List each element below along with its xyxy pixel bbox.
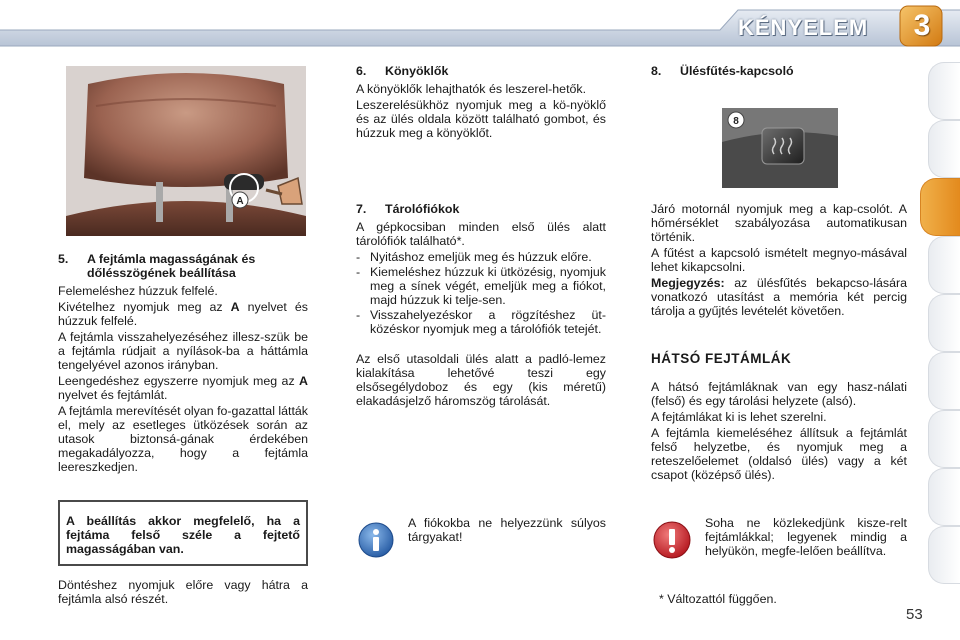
section-5-text-2: Kivételhez nyomjuk meg az A nyelvet és húzzuk felfelé. [58, 300, 308, 328]
page-header [0, 0, 960, 50]
stop-note [705, 516, 907, 560]
chapter-number-badge: 3 [913, 9, 931, 42]
seat-heating-switch-photo [722, 108, 838, 188]
section-8-heading [651, 64, 907, 78]
section-8-text-2: A fűtést a kapcsoló ismételt megnyo-másával lehet kikapcsolni. [651, 246, 907, 274]
section-5-text-1: Felemeléshez húzzuk felfelé. [58, 284, 218, 298]
section-6-title: Könyöklők [385, 64, 449, 78]
info-icon [358, 522, 394, 563]
photo-callout-8: 8 [733, 116, 739, 127]
rear-headrests-text-3: A fejtámla kiemeléséhez állítsuk a fejtámlát felső helyzetbe, és nyomjuk meg a reteszelőelemet (oldalsó ülés) vagy a két csapot (középső ülés). [651, 426, 907, 482]
section-8-text-1: Járó motornál nyomjuk meg a kap-csolót. A hőmérséklet szabályozása automatikusan történik. [651, 202, 907, 244]
chapter-tab-9[interactable] [928, 526, 960, 584]
section-7-text-1: A gépkocsiban minden első ülés alatt tárolófiók található*. [356, 220, 606, 248]
section-6 [356, 64, 606, 142]
section-5-text-3: A fejtámla visszahelyezéséhez illesz-szük be a fejtámla rúdjait a nyílások-ba a háttámla tengelyével azonos irányban. [58, 330, 308, 372]
footnote-text: * Változattól függően. [659, 592, 777, 606]
section-6-text-2: Leszerelésükhöz nyomjuk meg a kö-nyöklő és az ülés oldala között található gombot, és húzzuk meg a könyöklőt. [356, 98, 606, 140]
section-5-title: A fejtámla magasságának és dőlésszögének beállítása [87, 252, 256, 280]
headrest-photo [66, 66, 306, 236]
page-number: 53 [906, 606, 923, 623]
chapter-title: KÉNYELEM [738, 15, 869, 40]
rear-headrests-text-1: A hátsó fejtámláknak van egy hasz-nálati (felső) és egy tárolási helyzete (alsó). [651, 380, 907, 408]
stop-note-text: Soha ne közlekedjünk kisze-relt fejtámlákkal; legyenek mindig a helyükön, megfe-lelően beállítva. [705, 516, 907, 558]
rear-headrests-section [651, 352, 907, 484]
info-note-text: A fiókokba ne helyezzünk súlyos tárgyakat! [408, 516, 606, 544]
section-5-number: 5. [58, 252, 69, 266]
rear-headrests-heading: HÁTSÓ FEJTÁMLÁK [651, 351, 792, 366]
section-5 [58, 252, 308, 476]
info-note [408, 516, 606, 546]
chapter-tab-1[interactable] [928, 62, 960, 120]
section-5-text-4: Leengedéshez egyszerre nyomjuk meg az A nyelvet és fejtámlát. [58, 374, 308, 402]
chapter-tab-3-active[interactable] [920, 178, 960, 236]
section-6-number: 6. [356, 64, 367, 78]
footnote [651, 592, 907, 608]
chapter-tab-7[interactable] [928, 410, 960, 468]
section-7 [356, 202, 606, 410]
section-7-title: Tárolófiókok [385, 202, 460, 216]
section-7-text-2: Az első utasoldali ülés alatt a padló-lemez kialakítása lehetővé teszi egy elsősegélydoboz és egy (kis méretű) elakadásjelző háromszög tárolását. [356, 352, 606, 408]
photo-callout-a: A [236, 196, 244, 207]
stop-warning-icon [652, 520, 692, 565]
chapter-tab-6[interactable] [928, 352, 960, 410]
list-item: - Nyitáshoz emeljük meg és húzzuk előre. [356, 250, 592, 264]
headrest-adjustment-note-box: A beállítás akkor megfelelő, ha a fejtáma felső széle a fejtető magasságában van. [58, 500, 308, 566]
chapter-tab-2[interactable] [928, 120, 960, 178]
list-item: - Visszahelyezéskor a rögzítéshez üt-közéskor nyomjuk meg a tárolófiók tetejét. [356, 308, 606, 336]
rear-headrests-text-2: A fejtámlákat ki is lehet szerelni. [651, 410, 827, 424]
list-item: - Kiemeléshez húzzuk ki ütközésig, nyomjuk meg a sínek végét, emeljük meg a fiókot, majd húzzuk ki telje-sen. [356, 265, 606, 307]
section-8-title: Ülésfűtés-kapcsoló [680, 64, 794, 78]
section-5-heading [58, 252, 308, 280]
tilt-note [58, 578, 308, 608]
chapter-tab-5[interactable] [928, 294, 960, 352]
section-8 [651, 64, 907, 78]
section-8-body [651, 202, 907, 320]
section-6-text-1: A könyöklők lehajthatók és leszerel-hetők. [356, 82, 587, 96]
section-8-number: 8. [651, 64, 662, 78]
section-7-heading [356, 202, 606, 216]
section-6-heading [356, 64, 606, 78]
chapter-tabs [928, 62, 960, 582]
section-8-text-3: Megjegyzés: az ülésfűtés bekapcso-lására vonatkozó utasítást a memória két percig tárolja a gyűjtés levételét követően. [651, 276, 907, 318]
chapter-tab-4[interactable] [928, 236, 960, 294]
section-7-number: 7. [356, 202, 367, 216]
section-5-text-5: A fejtámla merevítését olyan fo-gazattal látták el, mely az esetleges ütközések során az utasok biztonsá-gának érdekében megakadályozza, hogy a fejtámla leereszkedjen. [58, 404, 309, 474]
chapter-tab-8[interactable] [928, 468, 960, 526]
tilt-note-text: Döntéshez nyomjuk előre vagy hátra a fejtámla alsó részét. [58, 578, 308, 606]
